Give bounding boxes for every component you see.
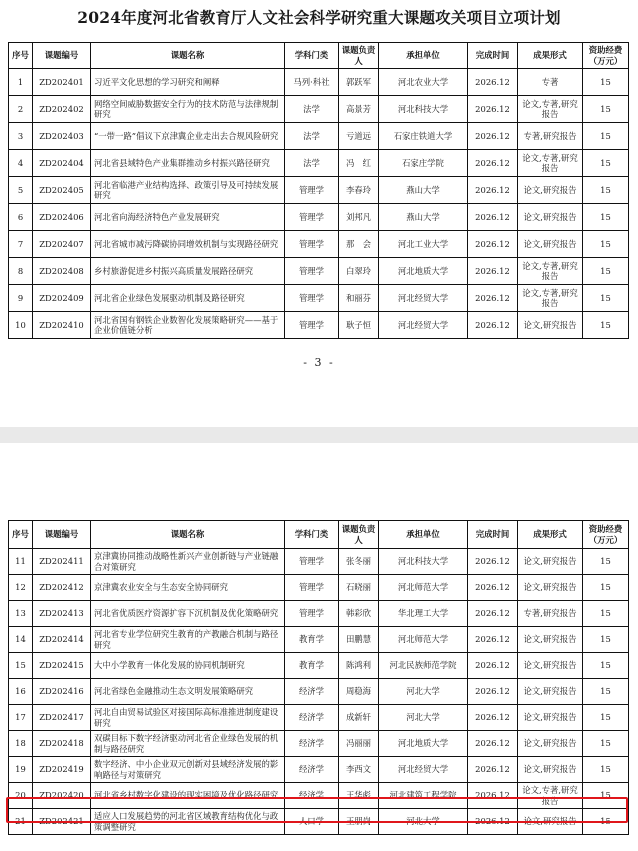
cell-discipline: 管理学 — [285, 258, 339, 285]
table-row — [9, 679, 629, 705]
table-row — [9, 258, 629, 285]
cell-seq: 5 — [9, 177, 33, 204]
cell-name: 河北省国有钢铁企业数智化发展策略研究——基于企业价值链分析 — [91, 312, 285, 339]
cell-unit: 河北建筑工程学院 — [379, 783, 468, 809]
table-row — [9, 150, 629, 177]
cell-result: 论文,专著,研究报告 — [518, 258, 583, 285]
cell-discipline: 法学 — [285, 150, 339, 177]
cell-leader: 王华彪 — [339, 783, 379, 809]
cell-result: 论文,研究报告 — [518, 705, 583, 731]
cell-seq: 1 — [9, 69, 33, 96]
header-leader: 课题负责人 — [339, 521, 379, 549]
table-row — [9, 757, 629, 783]
cell-discipline: 管理学 — [285, 231, 339, 258]
cell-unit: 河北大学 — [379, 679, 468, 705]
cell-funding: 15 — [583, 204, 629, 231]
cell-result: 论文,专著,研究报告 — [518, 783, 583, 809]
cell-leader: 冯 红 — [339, 150, 379, 177]
cell-seq: 20 — [9, 783, 33, 809]
cell-code: ZD202408 — [33, 258, 91, 285]
table-row — [9, 312, 629, 339]
table-row — [9, 653, 629, 679]
cell-result: 专著,研究报告 — [518, 601, 583, 627]
cell-code: ZD202402 — [33, 96, 91, 123]
cell-result: 论文,专著,研究报告 — [518, 150, 583, 177]
cell-seq: 10 — [9, 312, 33, 339]
cell-seq: 6 — [9, 204, 33, 231]
cell-name: 习近平文化思想的学习研究和阐释 — [91, 69, 285, 96]
table-row — [9, 809, 629, 835]
cell-code: ZD202419 — [33, 757, 91, 783]
cell-code: ZD202418 — [33, 731, 91, 757]
cell-code: ZD202405 — [33, 177, 91, 204]
cell-result: 专著,研究报告 — [518, 123, 583, 150]
cell-code: ZD202415 — [33, 653, 91, 679]
cell-code: ZD202404 — [33, 150, 91, 177]
document-title: 2024年度河北省教育厅人文社会科学研究重大课题攻关项目立项计划 — [77, 8, 561, 27]
table-row — [9, 705, 629, 731]
cell-seq: 7 — [9, 231, 33, 258]
cell-funding: 15 — [583, 705, 629, 731]
cell-deadline: 2026.12 — [468, 783, 518, 809]
cell-funding: 15 — [583, 258, 629, 285]
cell-result: 论文,研究报告 — [518, 549, 583, 575]
table-row — [9, 601, 629, 627]
cell-discipline: 经济学 — [285, 679, 339, 705]
cell-name: 京津冀农业安全与生态安全协同研究 — [91, 575, 285, 601]
cell-leader: 亏道远 — [339, 123, 379, 150]
table-row — [9, 177, 629, 204]
header-result: 成果形式 — [518, 521, 583, 549]
cell-funding: 15 — [583, 731, 629, 757]
cell-name: 河北省乡村数字化建设的现实困境及优化路径研究 — [91, 783, 285, 809]
cell-funding: 15 — [583, 601, 629, 627]
cell-code: ZD202416 — [33, 679, 91, 705]
cell-leader: 周稳海 — [339, 679, 379, 705]
table-row — [9, 69, 629, 96]
cell-leader: 耿子恒 — [339, 312, 379, 339]
cell-deadline: 2026.12 — [468, 204, 518, 231]
cell-discipline: 经济学 — [285, 757, 339, 783]
cell-code: ZD202413 — [33, 601, 91, 627]
cell-deadline: 2026.12 — [468, 285, 518, 312]
cell-name: 数字经济、中小企业双元创新对县域经济发展的影响路径与对策研究 — [91, 757, 285, 783]
cell-name: 河北省优质医疗资源扩容下沉机制及优化策略研究 — [91, 601, 285, 627]
cell-deadline: 2026.12 — [468, 123, 518, 150]
cell-funding: 15 — [583, 150, 629, 177]
cell-seq: 13 — [9, 601, 33, 627]
cell-deadline: 2026.12 — [468, 96, 518, 123]
cell-funding: 15 — [583, 123, 629, 150]
cell-name: 河北省绿色金融推动生态文明发展策略研究 — [91, 679, 285, 705]
header-deadline: 完成时间 — [468, 43, 518, 69]
table-row — [9, 96, 629, 123]
cell-result: 论文,研究报告 — [518, 731, 583, 757]
cell-seq: 19 — [9, 757, 33, 783]
header-discipline: 学科门类 — [285, 43, 339, 69]
cell-funding: 15 — [583, 96, 629, 123]
cell-discipline: 管理学 — [285, 204, 339, 231]
cell-funding: 15 — [583, 312, 629, 339]
cell-unit: 河北师范大学 — [379, 627, 468, 653]
cell-unit: 河北经贸大学 — [379, 312, 468, 339]
table-row — [9, 783, 629, 809]
cell-code: ZD202412 — [33, 575, 91, 601]
page-separator — [0, 427, 638, 443]
cell-discipline: 教育学 — [285, 653, 339, 679]
table-row — [9, 231, 629, 258]
cell-name: 河北省城市减污降碳协同增效机制与实现路径研究 — [91, 231, 285, 258]
cell-unit: 河北科技大学 — [379, 549, 468, 575]
cell-code: ZD202403 — [33, 123, 91, 150]
cell-funding: 15 — [583, 177, 629, 204]
header-name: 课题名称 — [91, 521, 285, 549]
table-row — [9, 731, 629, 757]
cell-leader: 那 会 — [339, 231, 379, 258]
cell-funding: 15 — [583, 783, 629, 809]
cell-name: 河北省临港产业结构选择、政策引导及可持续发展研究 — [91, 177, 285, 204]
cell-deadline: 2026.12 — [468, 150, 518, 177]
cell-discipline: 人口学 — [285, 809, 339, 835]
cell-funding: 15 — [583, 575, 629, 601]
cell-unit: 石家庄铁道大学 — [379, 123, 468, 150]
cell-deadline: 2026.12 — [468, 601, 518, 627]
cell-unit: 河北大学 — [379, 705, 468, 731]
cell-deadline: 2026.12 — [468, 627, 518, 653]
cell-name: 河北省向海经济特色产业发展研究 — [91, 204, 285, 231]
cell-name: 河北省企业绿色发展驱动机制及路径研究 — [91, 285, 285, 312]
cell-deadline: 2026.12 — [468, 809, 518, 835]
cell-funding: 15 — [583, 653, 629, 679]
cell-leader: 和丽芬 — [339, 285, 379, 312]
cell-name: 京津冀协同推动战略性新兴产业创新链与产业链融合对策研究 — [91, 549, 285, 575]
cell-result: 论文,研究报告 — [518, 177, 583, 204]
cell-discipline: 马列·科社 — [285, 69, 339, 96]
cell-code: ZD202410 — [33, 312, 91, 339]
cell-unit: 华北理工大学 — [379, 601, 468, 627]
cell-result: 论文,研究报告 — [518, 231, 583, 258]
header-unit: 承担单位 — [379, 521, 468, 549]
cell-code: ZD202407 — [33, 231, 91, 258]
cell-code: ZD202417 — [33, 705, 91, 731]
cell-deadline: 2026.12 — [468, 177, 518, 204]
cell-funding: 15 — [583, 679, 629, 705]
header-funding: 资助经费（万元） — [583, 43, 629, 69]
cell-discipline: 经济学 — [285, 731, 339, 757]
cell-discipline: 管理学 — [285, 575, 339, 601]
project-table-page-3 — [8, 42, 629, 339]
header-funding: 资助经费（万元） — [583, 521, 629, 549]
cell-unit: 河北经贸大学 — [379, 757, 468, 783]
header-code: 课题编号 — [33, 521, 91, 549]
cell-seq: 9 — [9, 285, 33, 312]
cell-discipline: 法学 — [285, 96, 339, 123]
cell-funding: 15 — [583, 285, 629, 312]
cell-leader: 高景芳 — [339, 96, 379, 123]
cell-leader: 韩彩欣 — [339, 601, 379, 627]
header-seq: 序号 — [9, 521, 33, 549]
header-unit: 承担单位 — [379, 43, 468, 69]
header-result: 成果形式 — [518, 43, 583, 69]
cell-seq: 15 — [9, 653, 33, 679]
cell-name: 大中小学教育一体化发展的协同机制研究 — [91, 653, 285, 679]
header-seq: 序号 — [9, 43, 33, 69]
header-name: 课题名称 — [91, 43, 285, 69]
cell-unit: 河北工业大学 — [379, 231, 468, 258]
cell-deadline: 2026.12 — [468, 312, 518, 339]
table-header-row — [9, 521, 629, 549]
cell-unit: 河北师范大学 — [379, 575, 468, 601]
cell-unit: 河北农业大学 — [379, 69, 468, 96]
cell-funding: 15 — [583, 627, 629, 653]
cell-leader: 张冬丽 — [339, 549, 379, 575]
cell-result: 论文,研究报告 — [518, 312, 583, 339]
cell-deadline: 2026.12 — [468, 258, 518, 285]
cell-result: 论文,专著,研究报告 — [518, 285, 583, 312]
cell-discipline: 经济学 — [285, 783, 339, 809]
cell-funding: 15 — [583, 549, 629, 575]
cell-leader: 李西文 — [339, 757, 379, 783]
table-row — [9, 575, 629, 601]
cell-unit: 河北地质大学 — [379, 731, 468, 757]
table-header-row — [9, 43, 629, 69]
cell-deadline: 2026.12 — [468, 575, 518, 601]
cell-leader: 冯丽丽 — [339, 731, 379, 757]
cell-discipline: 管理学 — [285, 549, 339, 575]
cell-seq: 3 — [9, 123, 33, 150]
cell-leader: 成新轩 — [339, 705, 379, 731]
cell-leader: 王朋岗 — [339, 809, 379, 835]
cell-deadline: 2026.12 — [468, 549, 518, 575]
cell-name: 双碳目标下数字经济驱动河北省企业绿色发展的机制与路径研究 — [91, 731, 285, 757]
cell-seq: 21 — [9, 809, 33, 835]
cell-discipline: 法学 — [285, 123, 339, 150]
header-discipline: 学科门类 — [285, 521, 339, 549]
cell-seq: 17 — [9, 705, 33, 731]
cell-result: 专著 — [518, 69, 583, 96]
cell-deadline: 2026.12 — [468, 69, 518, 96]
cell-leader: 石晓丽 — [339, 575, 379, 601]
cell-name: 适应人口发展趋势的河北省区域教育结构优化与政策调整研究 — [91, 809, 285, 835]
cell-unit: 燕山大学 — [379, 177, 468, 204]
cell-discipline: 经济学 — [285, 705, 339, 731]
header-deadline: 完成时间 — [468, 521, 518, 549]
cell-unit: 河北科技大学 — [379, 96, 468, 123]
cell-code: ZD202420 — [33, 783, 91, 809]
cell-name: 河北省县域特色产业集群推动乡村振兴路径研究 — [91, 150, 285, 177]
cell-code: ZD202409 — [33, 285, 91, 312]
cell-name: 乡村旅游促进乡村振兴高质量发展路径研究 — [91, 258, 285, 285]
cell-deadline: 2026.12 — [468, 231, 518, 258]
header-code: 课题编号 — [33, 43, 91, 69]
table-row — [9, 285, 629, 312]
cell-unit: 河北地质大学 — [379, 258, 468, 285]
cell-result: 论文,研究报告 — [518, 757, 583, 783]
cell-funding: 15 — [583, 231, 629, 258]
cell-seq: 8 — [9, 258, 33, 285]
cell-leader: 田鹏慧 — [339, 627, 379, 653]
cell-deadline: 2026.12 — [468, 653, 518, 679]
cell-leader: 郭跃军 — [339, 69, 379, 96]
cell-discipline: 管理学 — [285, 285, 339, 312]
cell-code: ZD202421 — [33, 809, 91, 835]
cell-seq: 14 — [9, 627, 33, 653]
cell-deadline: 2026.12 — [468, 705, 518, 731]
table-row — [9, 204, 629, 231]
cell-result: 论文,研究报告 — [518, 679, 583, 705]
cell-seq: 4 — [9, 150, 33, 177]
cell-seq: 16 — [9, 679, 33, 705]
cell-code: ZD202406 — [33, 204, 91, 231]
cell-unit: 燕山大学 — [379, 204, 468, 231]
cell-discipline: 管理学 — [285, 601, 339, 627]
cell-unit: 河北大学 — [379, 809, 468, 835]
cell-result: 论文,研究报告 — [518, 204, 583, 231]
cell-funding: 15 — [583, 809, 629, 835]
cell-leader: 刘邦凡 — [339, 204, 379, 231]
table-row — [9, 627, 629, 653]
cell-leader: 陈鸿利 — [339, 653, 379, 679]
cell-name: 河北自由贸易试验区对接国际高标准推进制度建设研究 — [91, 705, 285, 731]
cell-seq: 2 — [9, 96, 33, 123]
cell-result: 论文,研究报告 — [518, 575, 583, 601]
cell-leader: 白翠玲 — [339, 258, 379, 285]
table-row — [9, 123, 629, 150]
cell-name: 河北省专业学位研究生教育的产教融合机制与路径研究 — [91, 627, 285, 653]
cell-deadline: 2026.12 — [468, 679, 518, 705]
cell-name: 网络空间威胁数据安全行为的技术防范与法律规制研究 — [91, 96, 285, 123]
cell-seq: 11 — [9, 549, 33, 575]
cell-unit: 石家庄学院 — [379, 150, 468, 177]
cell-name: “一带一路”倡议下京津冀企业走出去合规风险研究 — [91, 123, 285, 150]
cell-leader: 李春玲 — [339, 177, 379, 204]
cell-result: 论文,研究报告 — [518, 627, 583, 653]
cell-funding: 15 — [583, 757, 629, 783]
cell-discipline: 管理学 — [285, 177, 339, 204]
cell-code: ZD202401 — [33, 69, 91, 96]
page-number: - 3 - — [303, 356, 335, 369]
cell-funding: 15 — [583, 69, 629, 96]
cell-discipline: 教育学 — [285, 627, 339, 653]
cell-deadline: 2026.12 — [468, 731, 518, 757]
cell-deadline: 2026.12 — [468, 757, 518, 783]
header-leader: 课题负责人 — [339, 43, 379, 69]
cell-unit: 河北经贸大学 — [379, 285, 468, 312]
cell-result: 论文,研究报告 — [518, 809, 583, 835]
cell-seq: 12 — [9, 575, 33, 601]
cell-seq: 18 — [9, 731, 33, 757]
cell-unit: 河北民族师范学院 — [379, 653, 468, 679]
cell-code: ZD202414 — [33, 627, 91, 653]
project-table-page-4 — [8, 520, 629, 835]
cell-result: 论文,研究报告 — [518, 653, 583, 679]
table-row — [9, 549, 629, 575]
cell-code: ZD202411 — [33, 549, 91, 575]
cell-result: 论文,专著,研究报告 — [518, 96, 583, 123]
cell-discipline: 管理学 — [285, 312, 339, 339]
